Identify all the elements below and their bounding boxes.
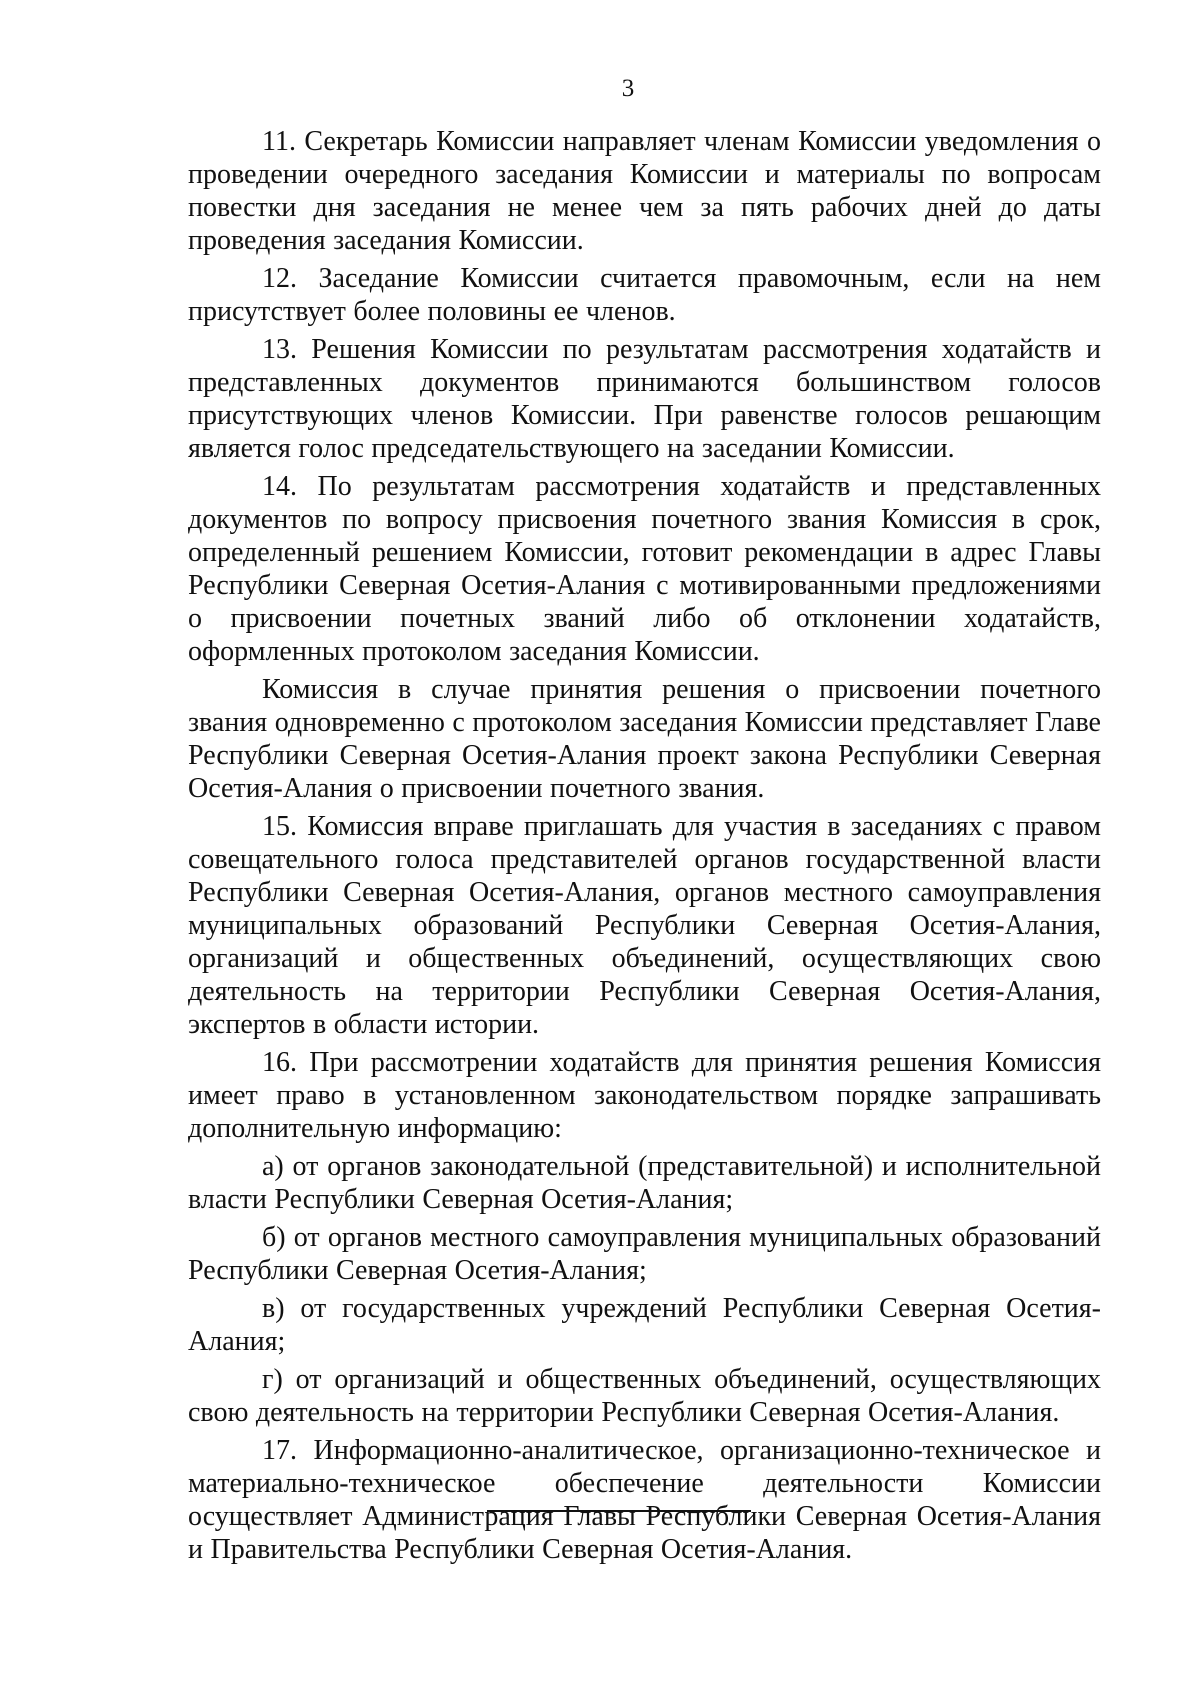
- paragraph-14: 14. По результатам рассмотрения ходатайств и представленных документов по вопросу присвоения почетного звания Комиссия в срок, определенный решением Комиссии, готовит рекомендации в адрес Главы Республики Северная Осетия-Алания с мотивированными предложениями о присвоении почетных званий либо об отклонении ходатайств, оформленных протоколом заседания Комиссии.: [188, 471, 1101, 667]
- paragraph-16: 16. При рассмотрении ходатайств для принятия решения Комиссия имеет право в установленном законодательством порядке запрашивать дополнительную информацию:: [188, 1047, 1101, 1144]
- paragraph-16-item-g: г) от организаций и общественных объединений, осуществляющих свою деятельность на территории Республики Северная Осетия-Алания.: [188, 1364, 1101, 1428]
- paragraph-17: 17. Информационно-аналитическое, организационно-техническое и материально-техническое обеспечение деятельности Комиссии осуществляет Администрация Главы Республики Северная Осетия-Алания и Правительства Республики Северная Осетия-Алания.: [188, 1435, 1101, 1565]
- paragraph-15: 15. Комиссия вправе приглашать для участия в заседаниях с правом совещательного голоса представителей органов государственной власти Республики Северная Осетия-Алания, органов местного самоуправления муниципальных образований Республики Северная Осетия-Алания, организаций и общественных объединений, осуществляющих свою деятельность на территории Республики Северная Осетия-Алания, экспертов в области истории.: [188, 811, 1101, 1040]
- paragraph-16-item-a: а) от органов законодательной (представительной) и исполнительной власти Республики Северная Осетия-Алания;: [188, 1151, 1101, 1215]
- paragraph-16-item-b: б) от органов местного самоуправления муниципальных образований Республики Северная Осетия-Алания;: [188, 1222, 1101, 1286]
- document-body: [188, 125, 1101, 1571]
- paragraph-16-item-v: в) от государственных учреждений Республики Северная Осетия-Алания;: [188, 1293, 1101, 1357]
- paragraph-12: 12. Заседание Комиссии считается правомочным, если на нем присутствует более половины ее членов.: [188, 263, 1101, 327]
- closing-rule: [487, 1510, 751, 1512]
- paragraph-11: 11. Секретарь Комиссии направляет членам Комиссии уведомления о проведении очередного заседания Комиссии и материалы по вопросам повестки дня заседания не менее чем за пять рабочих дней до даты проведения заседания Комиссии.: [188, 126, 1101, 256]
- paragraph-14-continuation: Комиссия в случае принятия решения о присвоении почетного звания одновременно с протоколом заседания Комиссии представляет Главе Республики Северная Осетия-Алания проект закона Республики Северная Осетия-Алания о присвоении почетного звания.: [188, 674, 1101, 804]
- paragraph-13: 13. Решения Комиссии по результатам рассмотрения ходатайств и представленных документов принимаются большинством голосов присутствующих членов Комиссии. При равенстве голосов решающим является голос председательствующего на заседании Комиссии.: [188, 334, 1101, 464]
- page-number: 3: [621, 75, 635, 102]
